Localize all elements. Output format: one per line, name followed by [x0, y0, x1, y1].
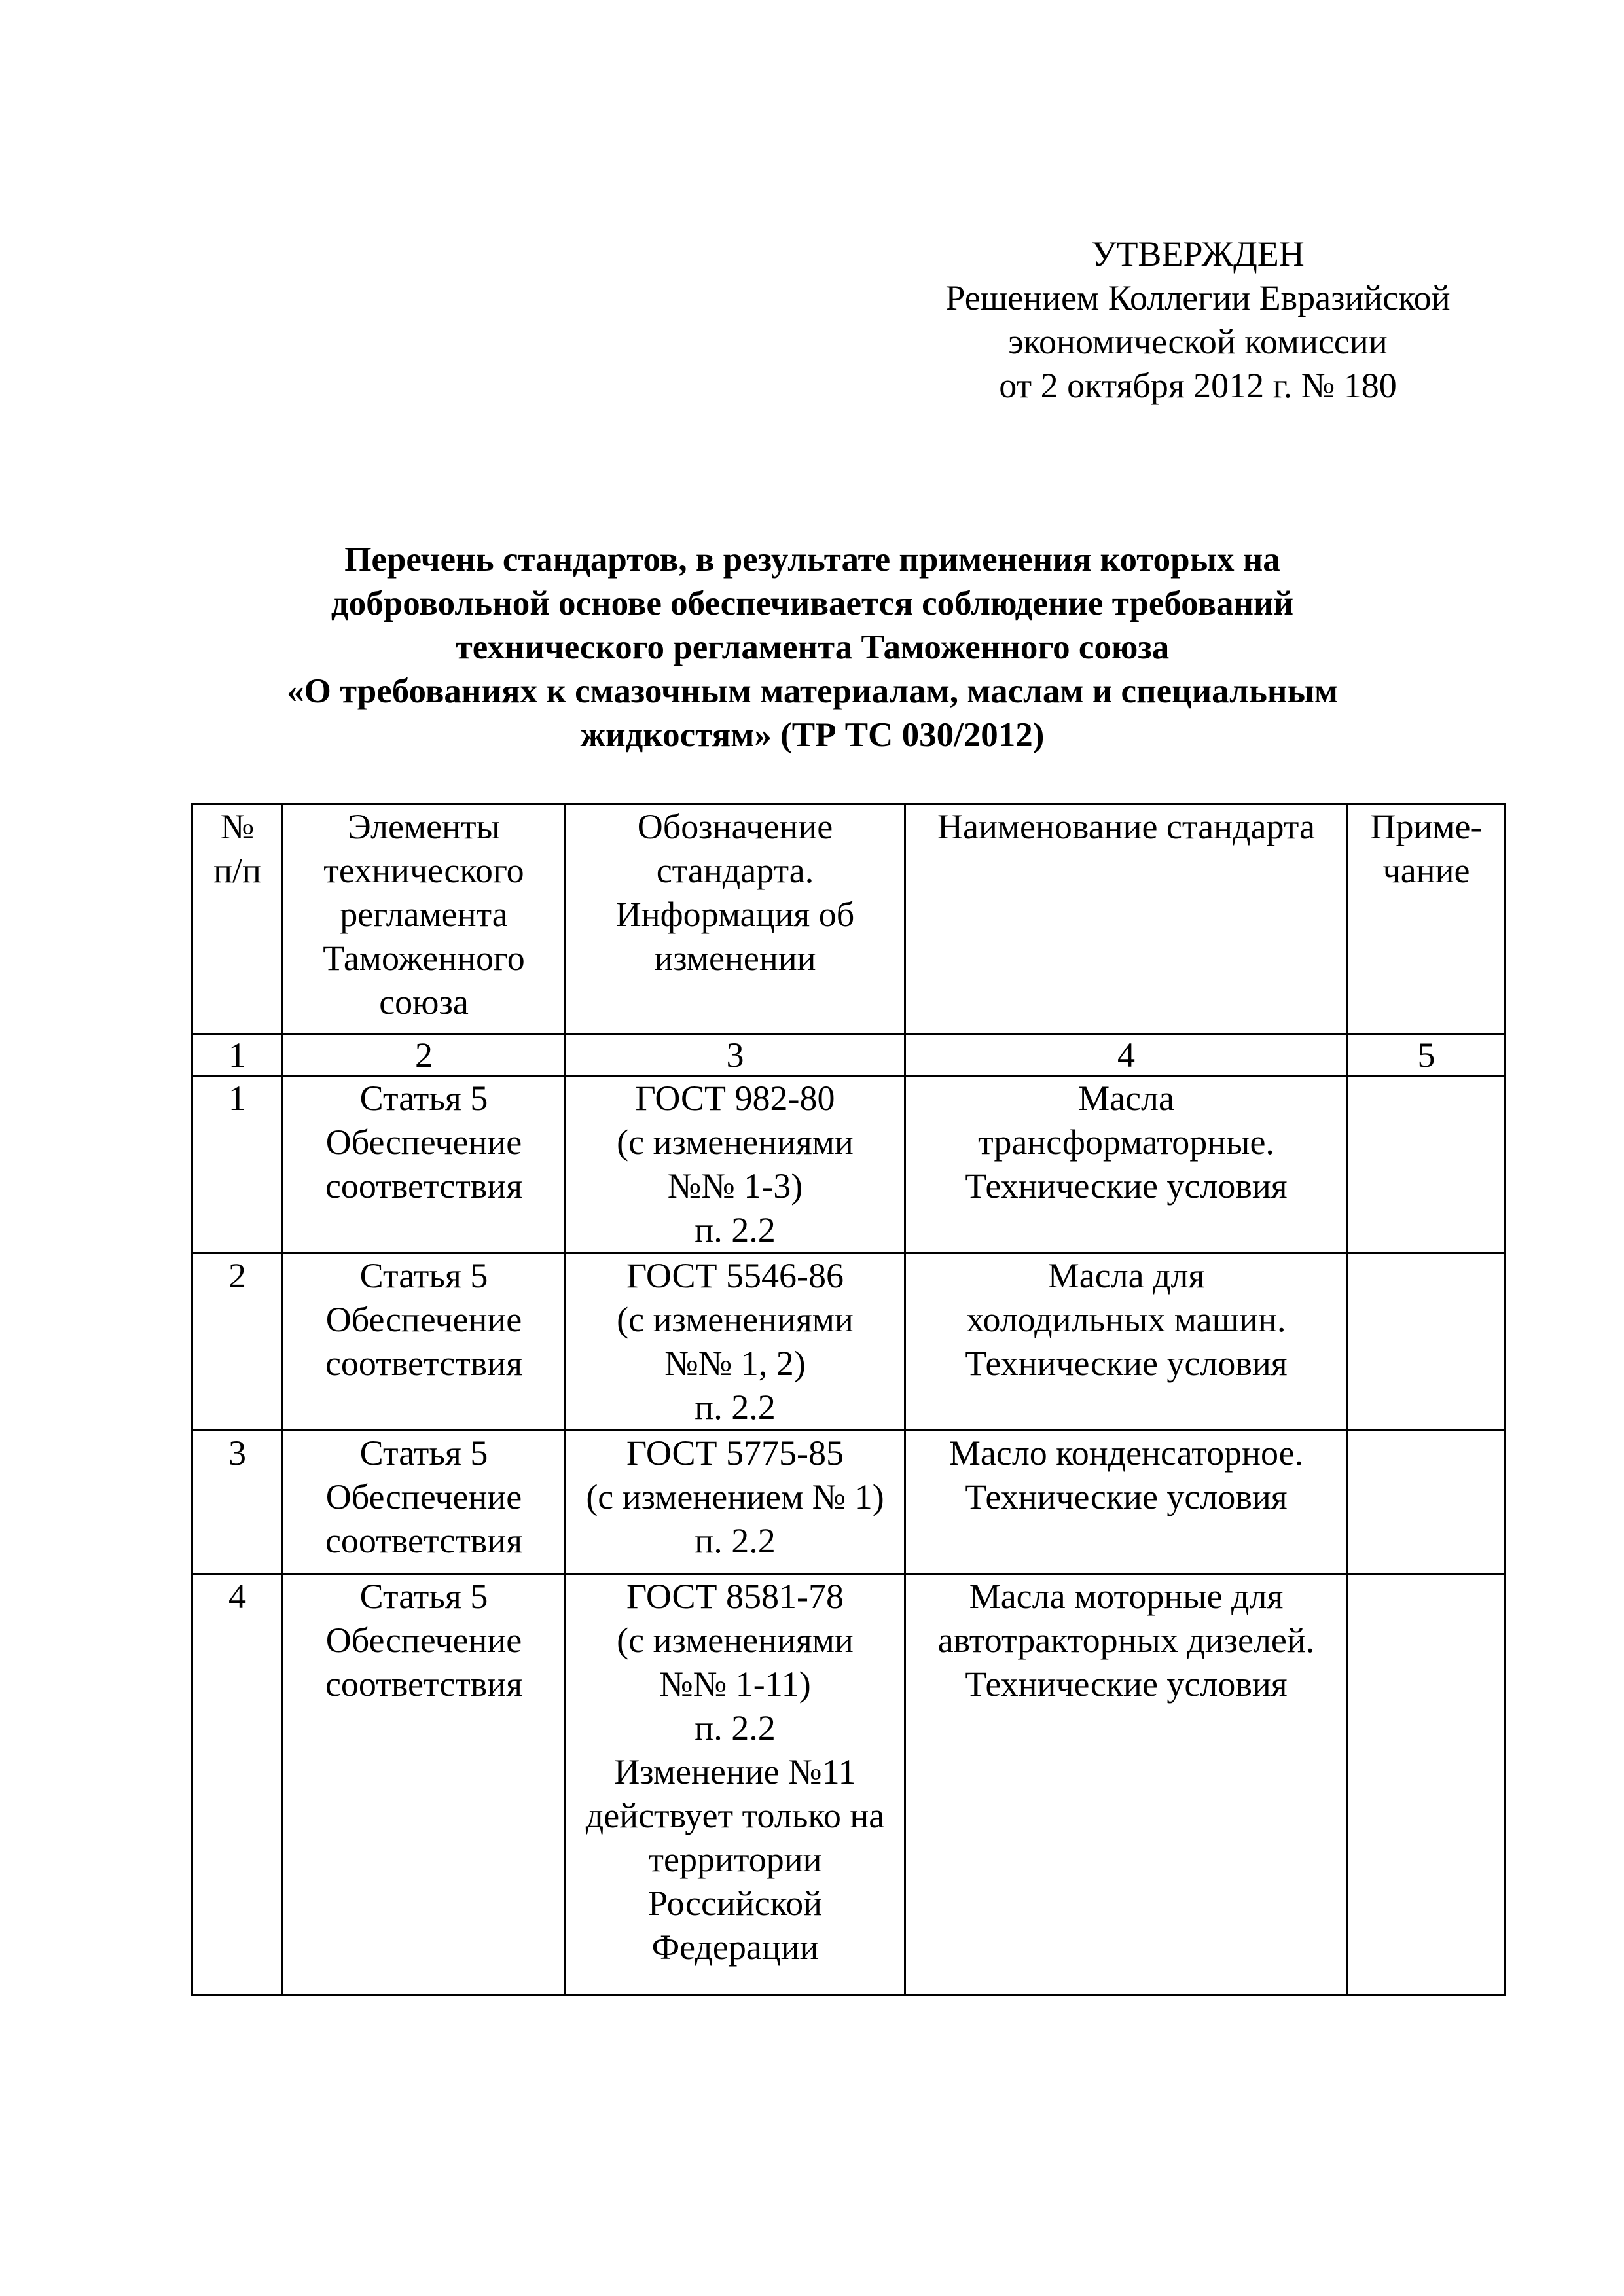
column-number: 1	[192, 1035, 283, 1076]
approval-line: УТВЕРЖДЕН	[1091, 234, 1305, 274]
header-designation: Обозначение стандарта. Информация об изменении	[566, 804, 905, 1035]
header-elements: Элементы технического регламента Таможенного союза	[283, 804, 566, 1035]
row-number: 1	[192, 1076, 283, 1253]
row-element: Статья 5 Обеспечение соответствия	[283, 1076, 566, 1253]
row-designation: ГОСТ 982-80 (с изменениями №№ 1-3) п. 2.2	[566, 1076, 905, 1253]
approval-block	[903, 232, 1492, 408]
approval-line: Решением Коллегии Евразийской	[945, 278, 1451, 317]
column-number: 3	[566, 1035, 905, 1076]
row-element: Статья 5 Обеспечение соответствия	[283, 1253, 566, 1431]
table-row	[192, 1076, 1506, 1253]
approval-line: экономической комиссии	[1008, 322, 1388, 361]
header-row	[192, 804, 1506, 1035]
table-row	[192, 1574, 1506, 1995]
header-number: № п/п	[192, 804, 283, 1035]
title-line: технического регламента Таможенного союза	[455, 628, 1170, 666]
row-note	[1348, 1574, 1506, 1995]
row-number: 3	[192, 1431, 283, 1574]
title-line: жидкостям» (ТР ТС 030/2012)	[580, 716, 1045, 754]
row-number: 4	[192, 1574, 283, 1995]
row-element: Статья 5 Обеспечение соответствия	[283, 1574, 566, 1995]
title-line: добровольной основе обеспечивается соблюдение требований	[331, 584, 1294, 622]
row-element: Статья 5 Обеспечение соответствия	[283, 1431, 566, 1574]
column-number: 2	[283, 1035, 566, 1076]
standards-table	[191, 803, 1506, 1996]
row-note	[1348, 1076, 1506, 1253]
table-row	[192, 1431, 1506, 1574]
row-number: 2	[192, 1253, 283, 1431]
document-title	[190, 538, 1435, 757]
header-note: Приме- чание	[1348, 804, 1506, 1035]
column-number-row	[192, 1035, 1506, 1076]
row-designation: ГОСТ 5546-86 (с изменениями №№ 1, 2) п. 2.2	[566, 1253, 905, 1431]
row-note	[1348, 1431, 1506, 1574]
title-line: Перечень стандартов, в результате применения которых на	[344, 541, 1280, 579]
row-standard-name: Масла для холодильных машин. Технические условия	[905, 1253, 1348, 1431]
row-note	[1348, 1253, 1506, 1431]
title-line: «О требованиях к смазочным материалам, маслам и специальным	[287, 672, 1338, 710]
column-number: 4	[905, 1035, 1348, 1076]
table-row	[192, 1253, 1506, 1431]
row-standard-name: Масло конденсаторное. Технические условия	[905, 1431, 1348, 1574]
row-designation: ГОСТ 5775-85 (с изменением № 1) п. 2.2	[566, 1431, 905, 1574]
row-standard-name: Масла моторные для автотракторных дизелей. Технические условия	[905, 1574, 1348, 1995]
column-number: 5	[1348, 1035, 1506, 1076]
row-standard-name: Масла трансформаторные. Технические условия	[905, 1076, 1348, 1253]
row-designation: ГОСТ 8581-78 (с изменениями №№ 1-11) п. 2.2 Изменение №11 действует только на территории Российской Федерации	[566, 1574, 905, 1995]
header-standard-name: Наименование стандарта	[905, 804, 1348, 1035]
approval-line: от 2 октября 2012 г. № 180	[999, 366, 1397, 405]
